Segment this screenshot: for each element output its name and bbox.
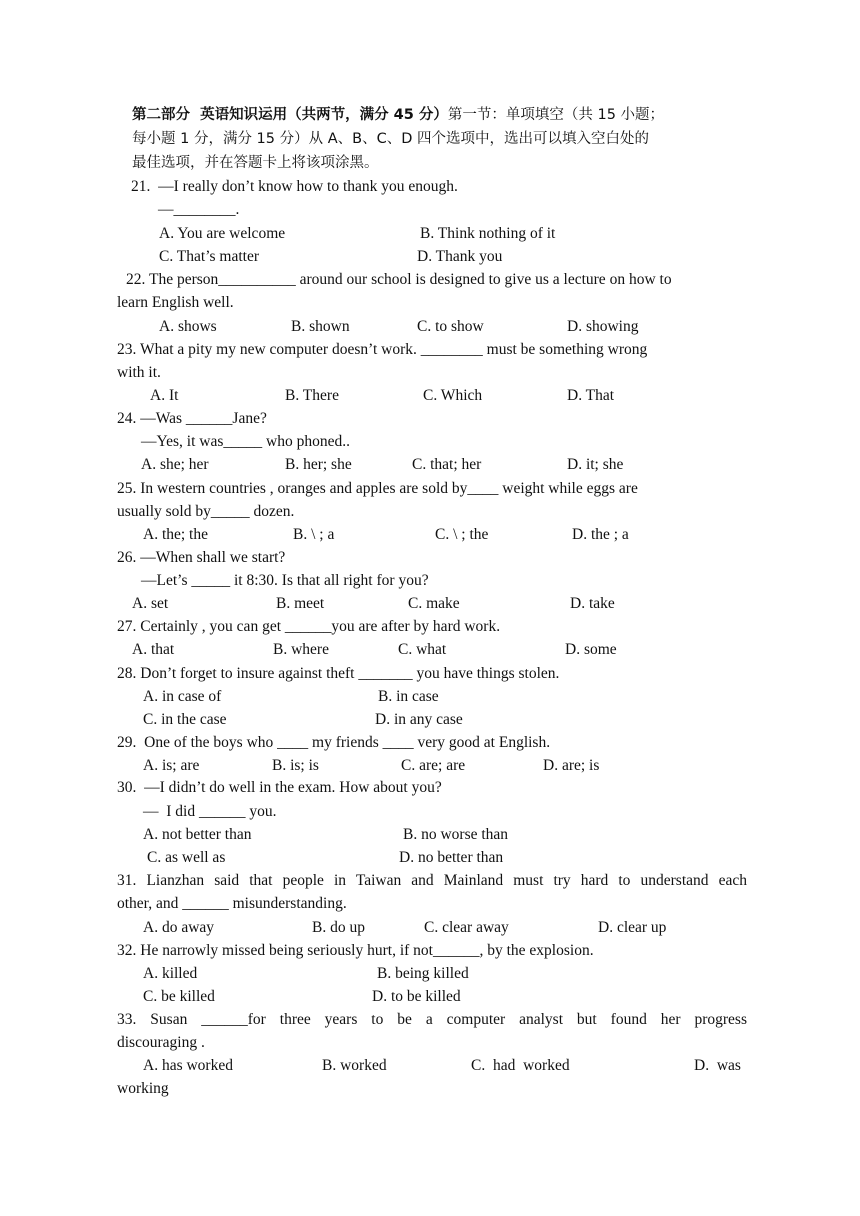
q28-option-a: A. in case of <box>143 688 222 705</box>
q25-option-a: A. the; the <box>143 526 208 543</box>
q21-option-c: C. That’s matter <box>159 248 260 265</box>
question-28-stem: 28. Don’t forget to insure against theft _______ you have things stolen. <box>117 665 560 682</box>
question-22-stem-cont: learn English well. <box>117 294 234 311</box>
q31-option-d: D. clear up <box>598 919 667 936</box>
q29-option-d: D. are; is <box>543 757 600 774</box>
question-29-stem: 29. One of the boys who ____ my friends ____ very good at English. <box>117 734 551 751</box>
section-subtitle: 第一节：单项填空（共 15 小题； <box>447 107 665 123</box>
question-23-stem-cont: with it. <box>117 364 161 381</box>
q31-option-c: C. clear away <box>424 919 509 936</box>
q28-option-d: D. in any case <box>375 711 463 728</box>
q23-option-a: A. It <box>150 387 179 404</box>
q28-option-b: B. in case <box>378 688 439 705</box>
question-30-response: — I did ______ you. <box>143 803 277 820</box>
section-header-line-1 <box>132 104 664 127</box>
q22-option-a: A. shows <box>159 318 217 335</box>
question-31-stem: 31. Lianzhan said that people in Taiwan and Mainland must try hard to understand each <box>117 872 747 889</box>
q21-option-a: A. You are welcome <box>159 225 286 242</box>
question-27-stem: 27. Certainly , you can get ______you are after by hard work. <box>117 618 501 635</box>
q22-option-c: C. to show <box>417 318 484 335</box>
q22-option-b: B. shown <box>291 318 350 335</box>
q24-option-a: A. she; her <box>141 456 209 473</box>
question-23-stem: 23. What a pity my new computer doesn’t work. ________ must be something wrong <box>117 341 648 358</box>
q29-option-a: A. is; are <box>143 757 200 774</box>
q24-option-b: B. her; she <box>285 456 352 473</box>
q30-option-a: A. not better than <box>143 826 252 843</box>
question-33-stem: 33. Susan ______for three years to be a computer analyst but found her progress <box>117 1011 747 1028</box>
q27-option-b: B. where <box>273 641 329 658</box>
q32-option-d: D. to be killed <box>372 988 461 1005</box>
question-33-stem-cont: discouraging . <box>117 1034 205 1051</box>
section-header-line-2: 每小题 1 分，满分 15 分）从 A、B、C、D 四个选项中，选出可以填入空白处的 <box>132 131 649 147</box>
question-31-stem-cont: other, and ______ misunderstanding. <box>117 895 347 912</box>
q32-option-c: C. be killed <box>143 988 215 1005</box>
q27-option-c: C. what <box>398 641 447 658</box>
q25-option-d: D. the ; a <box>572 526 629 543</box>
q30-option-c: C. as well as <box>147 849 226 866</box>
q23-option-b: B. There <box>285 387 339 404</box>
q26-option-d: D. take <box>570 595 615 612</box>
q33-option-d: D. was <box>694 1057 741 1074</box>
q27-option-a: A. that <box>132 641 175 658</box>
question-24-response: —Yes, it was_____ who phoned.. <box>141 433 350 450</box>
q22-option-d: D. showing <box>567 318 639 335</box>
q23-option-c: C. Which <box>423 387 483 404</box>
q30-option-b: B. no worse than <box>403 826 509 843</box>
q33-option-b: B. worked <box>322 1057 387 1074</box>
q33-option-d-cont: working <box>117 1080 169 1097</box>
q21-option-b: B. Think nothing of it <box>420 225 556 242</box>
q29-option-b: B. is; is <box>272 757 319 774</box>
q33-option-c: C. had worked <box>471 1057 570 1074</box>
question-26-stem: 26. —When shall we start? <box>117 549 286 566</box>
q26-option-a: A. set <box>132 595 169 612</box>
q31-option-b: B. do up <box>312 919 365 936</box>
q27-option-d: D. some <box>565 641 617 658</box>
q24-option-c: C. that; her <box>412 456 482 473</box>
q25-option-c: C. \ ; the <box>435 526 489 543</box>
question-30-stem: 30. —I didn’t do well in the exam. How about you? <box>117 779 442 796</box>
q24-option-d: D. it; she <box>567 456 624 473</box>
question-32-stem: 32. He narrowly missed being seriously hurt, if not______, by the explosion. <box>117 942 594 959</box>
q29-option-c: C. are; are <box>401 757 466 774</box>
q31-option-a: A. do away <box>143 919 215 936</box>
q32-option-a: A. killed <box>143 965 198 982</box>
section-header-line-3: 最佳选项，并在答题卡上将该项涂黑。 <box>132 155 379 171</box>
question-24-stem: 24. —Was ______Jane? <box>117 410 267 427</box>
q23-option-d: D. That <box>567 387 615 404</box>
q32-option-b: B. being killed <box>377 965 469 982</box>
question-26-response: —Let’s _____ it 8:30. Is that all right for you? <box>141 572 429 589</box>
q26-option-c: C. make <box>408 595 460 612</box>
q25-option-b: B. \ ; a <box>293 526 335 543</box>
q30-option-d: D. no better than <box>399 849 504 866</box>
question-21-response: —________. <box>158 201 240 218</box>
section-title-bold: 第二部分 英语知识运用（共两节，满分 45 分） <box>132 107 448 123</box>
q26-option-b: B. meet <box>276 595 325 612</box>
q33-option-a: A. has worked <box>143 1057 233 1074</box>
question-25-stem-cont: usually sold by_____ dozen. <box>117 503 295 520</box>
question-22-stem: 22. The person__________ around our school is designed to give us a lecture on how to <box>126 271 672 288</box>
q21-option-d: D. Thank you <box>417 248 503 265</box>
question-21-stem: 21. —I really don’t know how to thank you enough. <box>131 178 458 195</box>
q28-option-c: C. in the case <box>143 711 227 728</box>
question-25-stem: 25. In western countries , oranges and apples are sold by____ weight while eggs are <box>117 480 638 497</box>
